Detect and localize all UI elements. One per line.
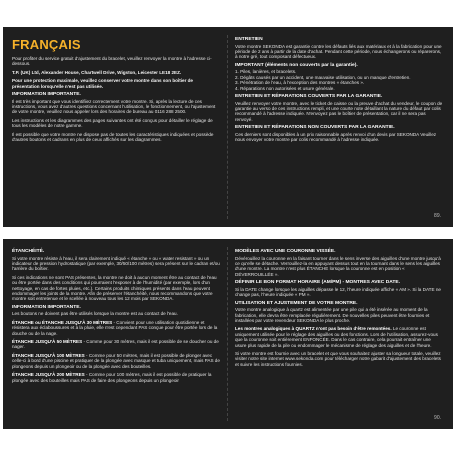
rating-200m-heading: ÉTANCHE JUSQU'À 200 MÈTRES [12, 372, 85, 378]
important-heading: INFORMATION IMPORTANTE. [12, 304, 81, 310]
warranty-text: Votre montre SEKONDA est garantie contre les défauts liés aux matériaux et à la fabrication pour une période de 2 ans à partir de la date d'achat. Pendant cette période, nous échangerons ou réparerons, à notre gré, tout composant défectueux. [235, 43, 442, 60]
page-title: FRANÇAIS [12, 37, 81, 52]
not-covered-heading: IMPORTANT (éléments non couverts par la garantie). [235, 62, 358, 68]
screw-crown-text: Dévérouillez la couronne en la faisant tourner dans le sens inverse des aiguilles d'une montre jusqu'à ce qu'elle se détache. Verrouillez-la en appuyant dessus tout en la tournant dans le sens les aiguilles d'une montre. La montre n'est plus ÉTANCHE lorsque la couronne est en position « DÉVERROUILLÉE ». [235, 255, 441, 277]
quartz-body: Le couronne est uniquement utilisée pour le réglage des aiguilles ou des fonctions. Lors de l'utilisation, assurez-vous que la couronne soit entièrement ENFONCÉE. Dans le cas contraire, cela pourrait entraîner une usure plus rapide de la pile ou endommager le mécanisme de réglage des aiguilles et de l'heure. [235, 326, 438, 348]
rating-100m-heading: ÉTANCHE JUSQU'À 100 MÈTRES [12, 352, 85, 358]
time-format-text: Si la DATE change lorsque les aiguilles dépasse le 12, l'heure indiquée affiche « AM ». Si la DATE ne change pas, l'heure indiquée « PM ». [235, 286, 441, 298]
packaging-note: Pour une protection maximale, veuillez conserver votre montre dans son boîtier de présentation lorsqu'elle n'est pas utilisée. [12, 78, 193, 89]
rating-100m [12, 353, 221, 369]
water-resistance-heading: ÉTANCHÉITÉ. [12, 249, 45, 254]
uncovered-repairs-text: Ces derniers sont disponibles à un prix raisonnable après renvoi d'un devis par SEKONDA Veuillez nous envoyer votre montre par colis recommandé à l'adresse indiquée. [235, 131, 437, 143]
rating-30m-heading: ÉTANCHE ou ÉTANCHE JUSQU'À 30 MÈTRES [12, 319, 113, 325]
covered-repairs-heading: ENTRETIEN ET RÉPARATIONS COUVERTS PAR LA GARANTIE. [235, 94, 383, 100]
rating-30m-text: - Convient pour une utilisation quotidienne et résistera aux éclaboussures et à la pluie, elle n'est cependant PAS conçue pour être portée lors de la douche ou de la nage. [12, 319, 218, 336]
uncovered-repairs-heading: ENTRETIEN ET RÉPARATIONS NON COUVERTS PAR LA GARANTIE. [235, 125, 395, 131]
rating-50m [12, 339, 221, 350]
water-resistance-text: Si votre montre résiste à l'eau, il sera clairement indiqué « étanche » ou « water resistant » ou un indicateur de pression hydrostatique (par exemple, 30/50/100 mètres) sera présent sur le cadran et/ou l'arrière du boîtier. [12, 255, 220, 272]
quartz-text [235, 326, 443, 348]
page-number: 90. [434, 415, 441, 421]
rating-30m [12, 320, 221, 336]
manual-page-90 [3, 239, 453, 429]
page-90-left-column [3, 239, 227, 429]
important-heading: INFORMATION IMPORTANTE. [12, 92, 81, 98]
page-number: 89. [434, 213, 441, 219]
rating-50m-heading: ÉTANCHE JUSQU'À 50 MÈTRES [12, 339, 83, 345]
list-item: 4. Réparations non autorisées et usure générale. [235, 85, 335, 91]
rating-100m-text: - Comme pour 50 mètres, mais il est possible de plonger avec celle-ci à bord d'une piscine et pratiquer de la plongée avec masque et tuba uniquement, mais PAS de plongeons depuis un plongeoir ou de la plongée avec des bouteilles. [12, 352, 220, 369]
covered-repairs-text: Veuillez renvoyer votre montre, avec le ticket de caisse ou la preuve d'achat du vendeur, le coupon de garantie au verso de ces instructions rempli, et une courte note détaillant la nature du défaut par colis recommandé à l'adresse indiquée. N'envoyez pas le boîtier de présentation, car il ne sera pas renvoyé. [235, 100, 443, 122]
rating-200m-text: - Comme pour 100 mètres, mais il est possible de pratiquer la plongée avec des bouteilles mais PAS de faire des plongeons depuis un plongeoir [12, 372, 212, 383]
rating-50m-text: - Comme pour 30 mètres, mais il est possible de se doucher ou de nager. [12, 339, 219, 350]
list-item: 3. Pénétration de l'eau, à l'exception des montres « étanches ». [235, 80, 365, 86]
list-item: 2. Dégâts causés par un accident, une mauvaise utilisation, ou un manque d'entretien. [235, 74, 411, 80]
battery-text: Votre montre analogique à quartz est alimentée par une pile qui a été insérée au moment de la fabrication, elle devra être remplacée régulièrement. De nouvelles piles peuvent être fournies et installées par votre revendeur SEKONDA le plus proche. [235, 307, 430, 324]
page-89-right-column [227, 27, 453, 227]
important-text: Il est très important que vous identifiiez correctement votre montre. Si, après la lecture de ces instructions, vous avez d'autres questions concernant l'utilisation, le fonctionnement, ou l'ajustement de votre montre, veuillez nous appeler lors des horaires de bureau au 0116 288 2500. [12, 98, 216, 115]
quartz-heading: Les montres analogiques à QUARTZ n'ont pas besoin d'être remontées. [235, 326, 392, 332]
diagrams-text: Les instructions et les diagrammes des pages suivantes ont été conçus pour détailler le réglage de tous les modèles de notre gamme. [12, 117, 213, 129]
features-text: Il est possible que votre montre ne dispose pas de toutes les caractéristiques indiquées et possède d'autres boutons et cadrans en plus de ceux affichés sur les diagrammes. [12, 131, 214, 143]
return-address: T.P. (UK) Ltd, Alexander House, Chartwell Drive, Wigston, Leicester LE18 2EZ. [12, 69, 182, 75]
rating-200m [12, 372, 221, 383]
water-warning-text: Si ces indications ne sont PAS présentes, la montre ne doit à aucun moment être au contact de l'eau ou être portée dans des conditions qui pourraient l'exposer à de l'humidité (par exemple, lors d'un nettoyage, en cas de fortes pluies, etc.). Certains produits chimiques présents dans l'eau peuvent endommager les joints de la montre. Afin de préserver l'étanchéité, nous recommandons que votre montre soit entretenue et le scellée à nouveau tous les 12 mois par SEKONDA. [12, 274, 217, 302]
list-item: 1. Piles, lanières, et bracelets. [235, 69, 297, 75]
usage-heading: UTILISATION ET AJUSTEMENT DE VOTRE MONTRE. [235, 300, 358, 306]
buttons-warning-text: Les boutons ne doivent pas être utilisés lorsque la montre est au contact de l'eau. [12, 311, 178, 317]
entretien-heading: ENTRETIEN [235, 37, 263, 42]
page-89-left-column [3, 27, 227, 227]
screw-crown-heading: MODÈLES AVEC UNE COURONNE VISSÉE. [235, 249, 336, 254]
not-covered-list [235, 69, 443, 91]
manual-page-89 [3, 27, 453, 227]
intro-text: Pour profiter du service gratuit d'ajustement du bracelet, veuillez renvoyer la montre à l'adresse ci-dessous. [12, 56, 212, 67]
time-format-heading: DÉFINIR LE BON FORMAT HORAIRE (AM/PM) - MONTRES AVEC DATE. [235, 280, 401, 286]
bracelet-text: Si votre montre est fournie avec un bracelet et que vous souhaitez ajuster sa longueur totale, veuillez visiter notre site internet www.sekonda.com pour télécharger notre gabarit d'ajustement des bracelets et suivre les instructions fournies. [235, 351, 441, 367]
page-90-right-column [227, 239, 453, 429]
